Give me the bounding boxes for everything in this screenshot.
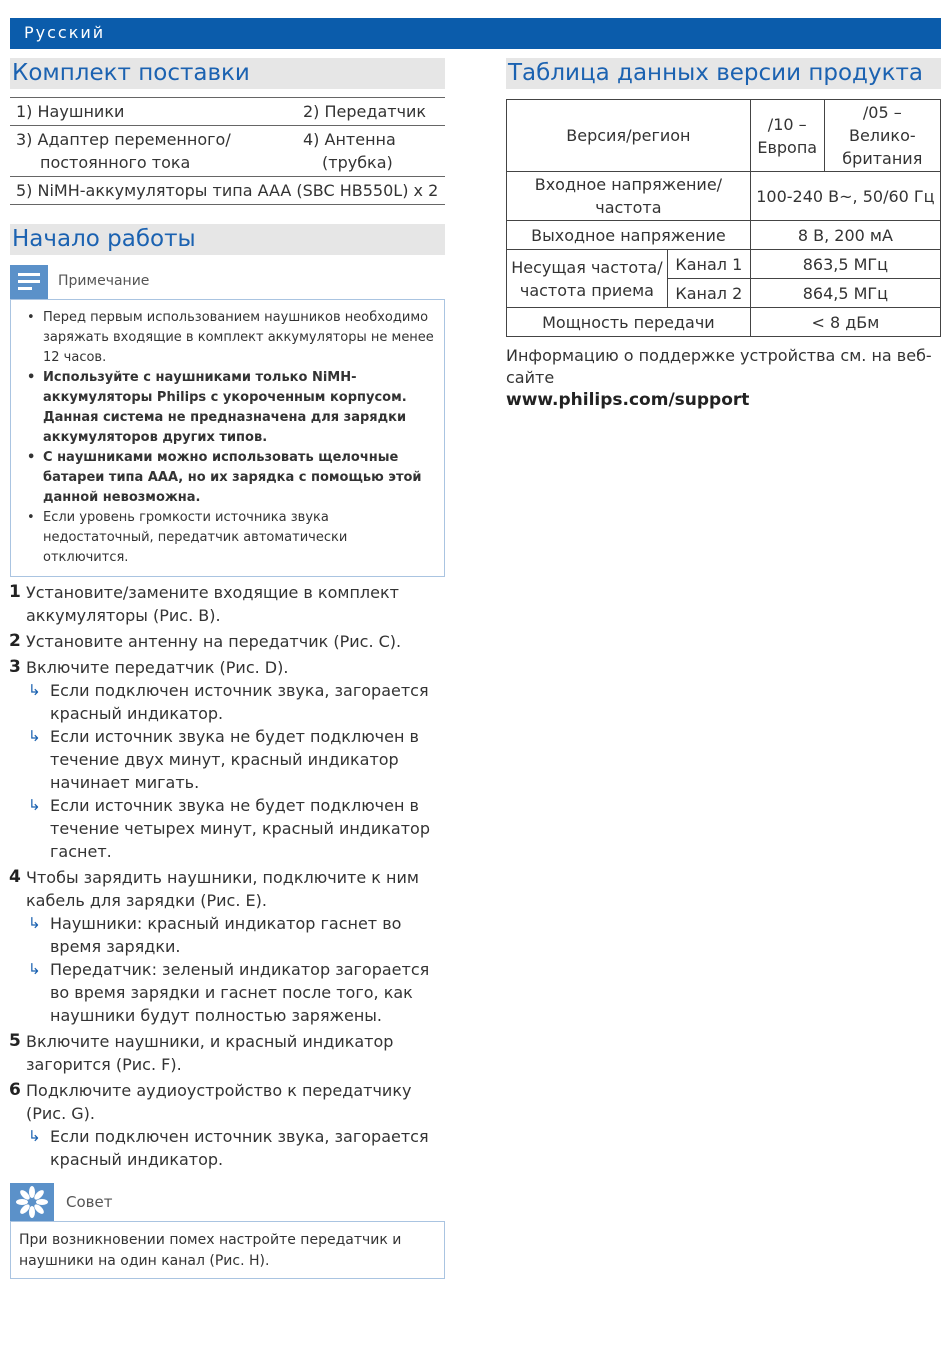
result-arrow-icon: ↳ <box>28 960 41 978</box>
step-1 <box>10 581 445 627</box>
step-text: Установите/замените входящие в комплект аккумуляторы (Рис. B). <box>26 583 399 625</box>
step-number: 1 <box>9 582 21 602</box>
result-arrow-icon: ↳ <box>28 681 41 699</box>
step-4 <box>10 866 445 1027</box>
channel-2-label: Канал 2 <box>667 279 750 308</box>
tip-icon <box>10 1183 54 1221</box>
result-arrow-icon: ↳ <box>28 1127 41 1145</box>
result-arrow-icon: ↳ <box>28 727 41 745</box>
kit-table <box>10 97 445 205</box>
step-number: 5 <box>9 1031 21 1051</box>
input-value: 100-240 В~, 50/60 Гц <box>750 172 940 221</box>
output-value: 8 В, 200 мА <box>750 221 940 250</box>
steps-list <box>10 581 445 1171</box>
result-item <box>10 679 445 725</box>
kit-item-4-line2: (трубка) <box>322 153 393 172</box>
tip-header <box>10 1183 445 1221</box>
support-link[interactable]: www.philips.com/support <box>506 390 750 410</box>
tip-box: При возникновении помех настройте передатчик и наушники на один канал (Рис. H). <box>10 1221 445 1279</box>
note-box <box>10 299 445 577</box>
support-info <box>506 345 941 411</box>
kit-item-3 <box>10 126 297 177</box>
kit-item-3-line2: постоянного тока <box>40 153 191 172</box>
step-number: 6 <box>9 1080 21 1100</box>
result-arrow-icon: ↳ <box>28 914 41 932</box>
output-label: Выходное напряжение <box>507 221 751 250</box>
kit-item-4-line1: 4) Антенна <box>303 130 396 149</box>
step-number: 4 <box>9 867 21 887</box>
result-item <box>10 725 445 794</box>
kit-item-5: 5) NiMH-аккумуляторы типа AAA (SBC HB550L) x 2 <box>16 181 439 200</box>
version-label: Версия/регион <box>507 100 751 172</box>
result-text: Если подключен источник звука, загорается красный индикатор. <box>50 1127 429 1169</box>
result-text: Если подключен источник звука, загорается красный индикатор. <box>50 681 429 723</box>
version-10: /10 – Европа <box>750 100 824 172</box>
result-item <box>10 794 445 863</box>
input-label: Входное напряжение/частота <box>507 172 751 221</box>
start-title: Начало работы <box>10 224 445 255</box>
spec-table <box>506 99 941 337</box>
step-text: Чтобы зарядить наушники, подключите к ним кабель для зарядки (Рис. E). <box>26 868 419 910</box>
step-3 <box>10 656 445 863</box>
right-column <box>506 58 941 411</box>
result-text: Наушники: красный индикатор гаснет во время зарядки. <box>50 914 402 956</box>
result-text: Если источник звука не будет подключен в течение четырех минут, красный индикатор гаснет. <box>50 796 430 861</box>
support-text: Информацию о поддержке устройства см. на веб-сайте <box>506 346 932 387</box>
channel-2-value: 864,5 МГц <box>750 279 940 308</box>
kit-title: Комплект поставки <box>10 58 445 89</box>
channel-1-value: 863,5 МГц <box>750 250 940 279</box>
step-text: Включите наушники, и красный индикатор загорится (Рис. F). <box>26 1032 394 1074</box>
language-bar <box>10 18 941 49</box>
channel-1-label: Канал 1 <box>667 250 750 279</box>
kit-item-4 <box>297 126 445 177</box>
kit-item-2: 2) Передатчик <box>303 102 427 121</box>
note-item: • Если уровень громкости источника звука недостаточный, передатчик автоматически отключится. <box>33 508 436 568</box>
note-label: Примечание <box>58 273 150 289</box>
note-icon <box>10 265 48 299</box>
kit-item-3-line1: 3) Адаптер переменного/ <box>16 130 231 149</box>
step-6 <box>10 1079 445 1171</box>
kit-item-1: 1) Наушники <box>16 102 125 121</box>
note-item: • Перед первым использованием наушников необходимо заряжать входящие в комплект аккумуляторы не менее 12 часов. <box>33 308 436 368</box>
spec-title: Таблица данных версии продукта <box>506 58 941 89</box>
tip-label: Совет <box>66 1193 113 1211</box>
result-text: Если источник звука не будет подключен в течение двух минут, красный индикатор начинает мигать. <box>50 727 419 792</box>
result-item <box>10 912 445 958</box>
result-item <box>10 1125 445 1171</box>
step-text: Установите антенну на передатчик (Рис. C). <box>26 632 402 651</box>
note-header <box>10 265 445 299</box>
note-item: • С наушниками можно использовать щелочные батареи типа AAA, но их зарядка с помощью этой данной невозможна. <box>33 448 436 508</box>
left-column <box>10 58 445 1279</box>
language-label: Русский <box>24 23 106 42</box>
step-5 <box>10 1030 445 1076</box>
step-text: Подключите аудиоустройство к передатчику (Рис. G). <box>26 1081 412 1123</box>
step-number: 3 <box>9 657 21 677</box>
step-number: 2 <box>9 631 21 651</box>
result-text: Передатчик: зеленый индикатор загорается во время зарядки и гаснет после того, как наушники будут полностью заряжены. <box>50 960 430 1025</box>
note-item: • Используйте с наушниками только NiMH-аккумуляторы Philips с укороченным корпусом. Данная система не предназначена для зарядки аккумуляторов других типов. <box>33 368 436 448</box>
result-arrow-icon: ↳ <box>28 796 41 814</box>
power-label: Мощность передачи <box>507 308 751 337</box>
power-value: < 8 дБм <box>750 308 940 337</box>
step-2 <box>10 630 445 653</box>
version-05: /05 – Велико-британия <box>824 100 940 172</box>
step-text: Включите передатчик (Рис. D). <box>26 658 289 677</box>
carrier-label: Несущая частота/ частота приема <box>507 250 668 308</box>
result-item <box>10 958 445 1027</box>
